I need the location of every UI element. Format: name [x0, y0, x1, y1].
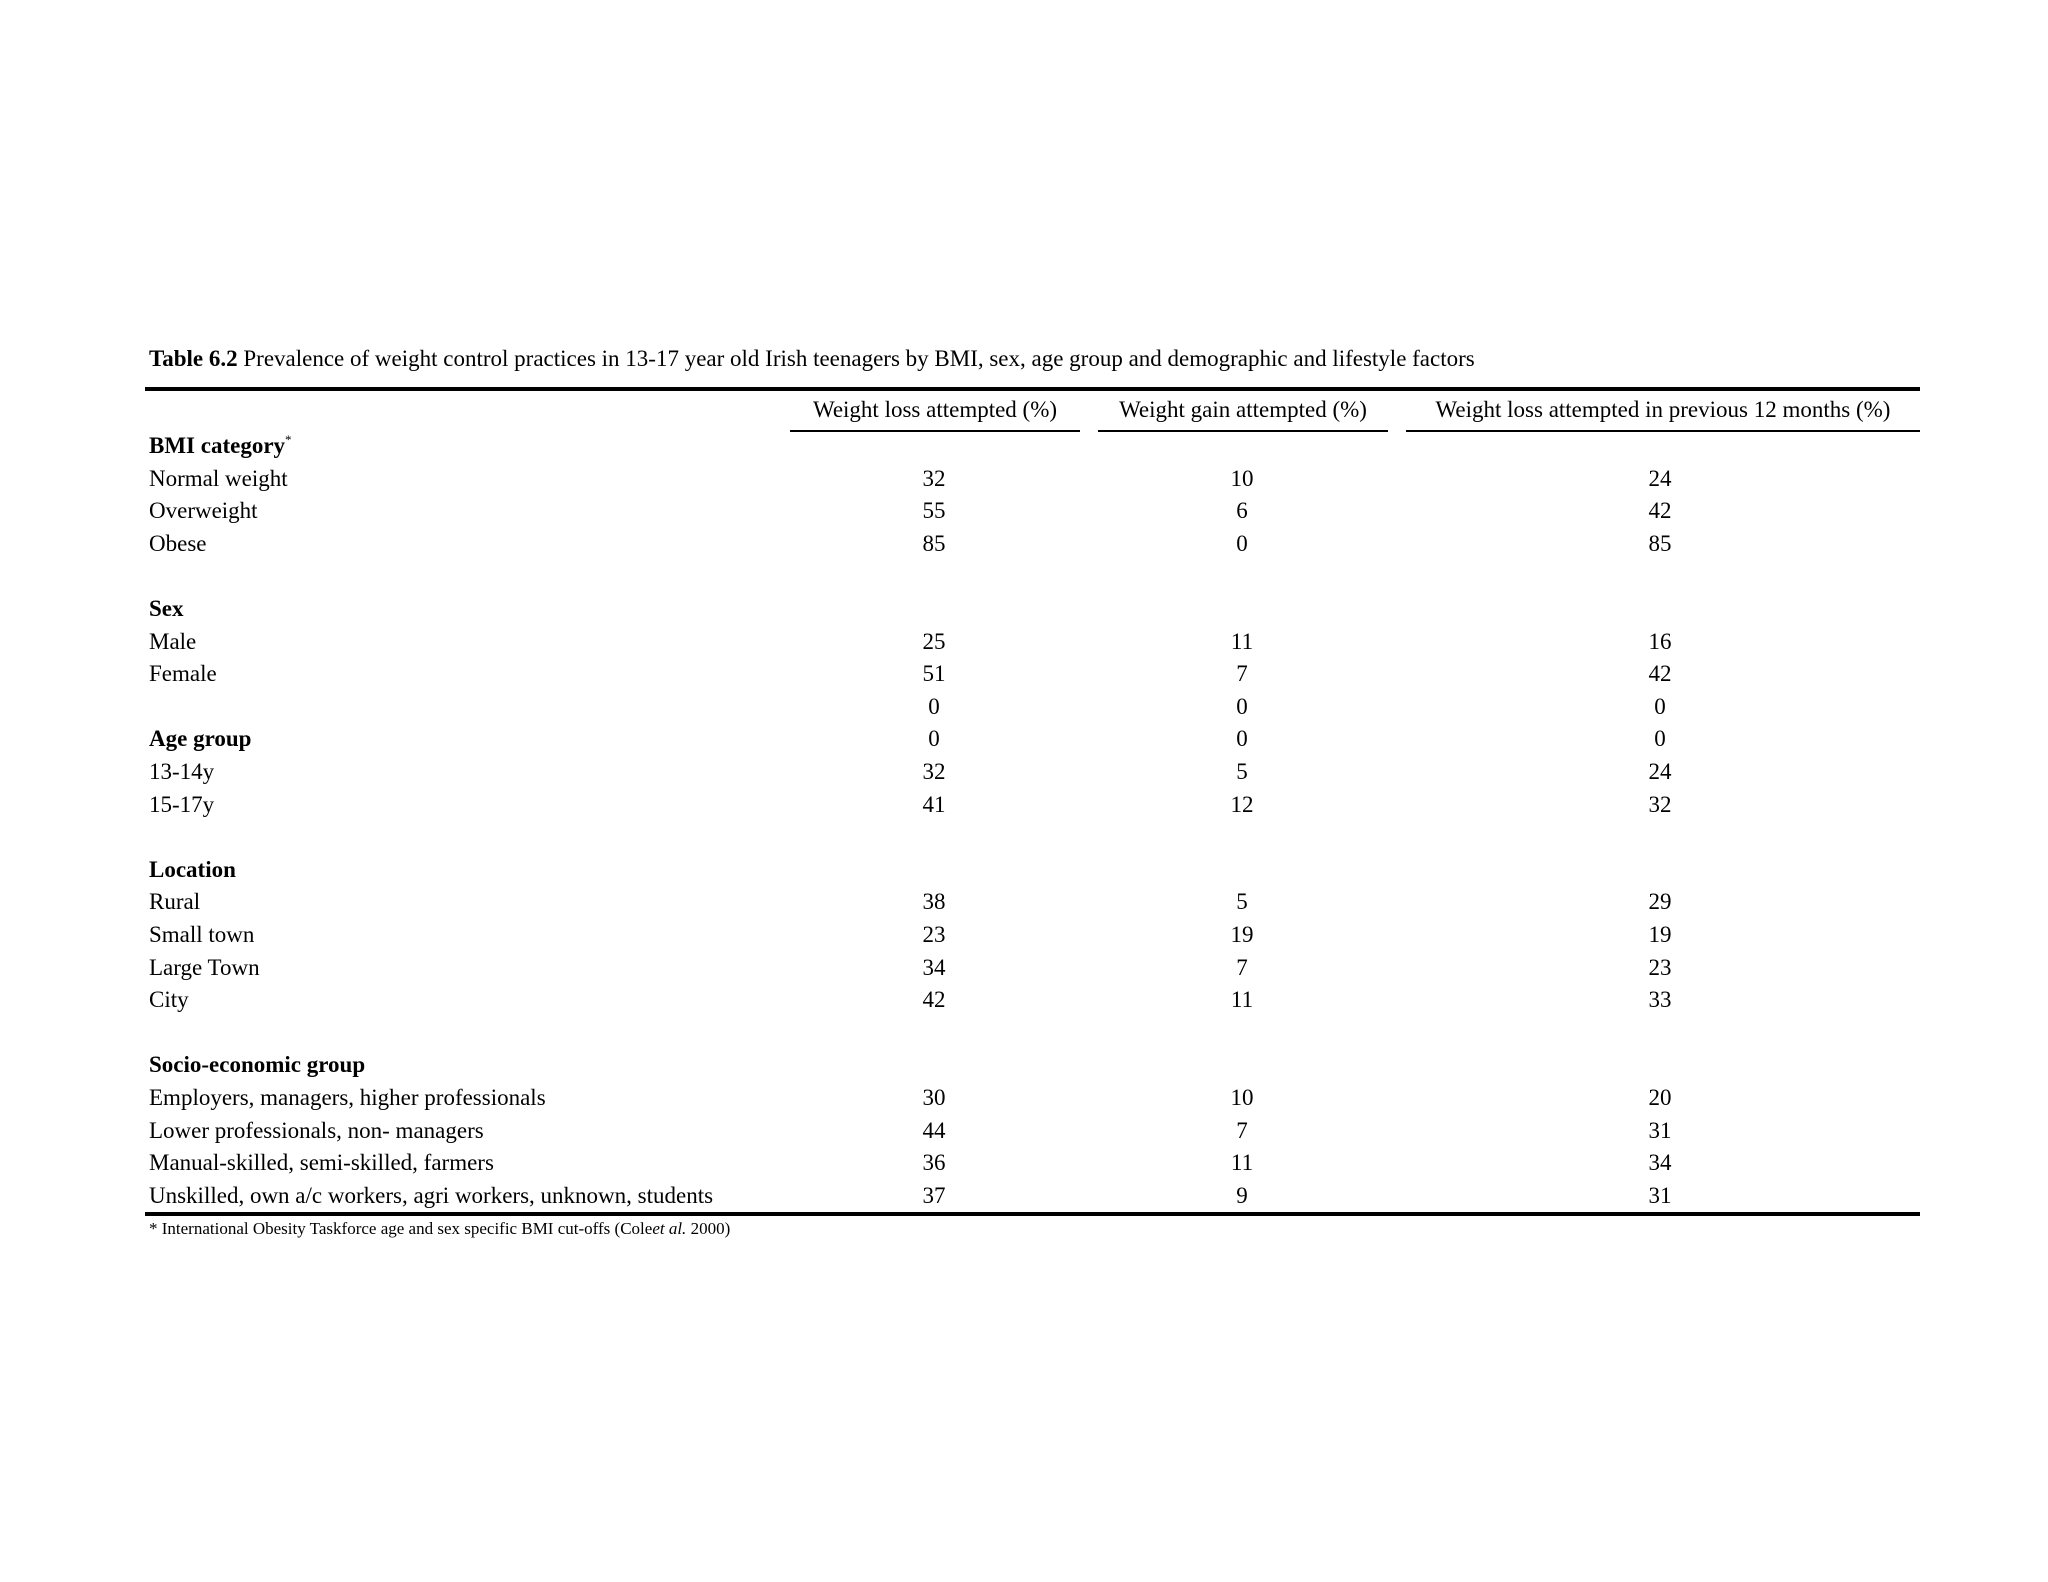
table-cell: 32 — [1648, 791, 1672, 817]
table-row — [149, 984, 1919, 1016]
table-cell: 38 — [922, 889, 946, 915]
table-cell: 11 — [1230, 628, 1254, 654]
table-cell: 7 — [1236, 954, 1248, 980]
table-cell: 0 — [1236, 726, 1248, 752]
table-row — [149, 560, 1919, 592]
row-label-text: Location — [149, 856, 236, 882]
table-row — [149, 919, 1919, 951]
row-label — [149, 463, 288, 495]
column-header-weight-gain: Weight gain attempted (%) — [1098, 396, 1388, 432]
table-cell: 34 — [922, 954, 946, 980]
table-cell: 36 — [922, 1150, 946, 1176]
table-cell: 20 — [1648, 1085, 1672, 1110]
table-row — [149, 626, 1919, 658]
row-label-text: Employers, managers, higher professionals — [149, 1085, 546, 1110]
row-label-text: Socio-economic group — [149, 1052, 366, 1078]
row-label-text: 13-14y — [149, 759, 215, 784]
row-label-text: City — [149, 987, 189, 1013]
row-label — [149, 1115, 484, 1147]
row-label-text: Manual-skilled, semi-skilled, farmers — [149, 1150, 494, 1176]
row-label-text: Obese — [149, 530, 207, 556]
footnote-marker: * — [285, 432, 292, 447]
row-label-text: Female — [149, 661, 217, 687]
row-label-text: Overweight — [149, 498, 258, 524]
table-cell: 19 — [1648, 922, 1672, 947]
table-cell: 16 — [1648, 628, 1672, 654]
table-cell: 11 — [1230, 987, 1254, 1013]
row-label-text: Lower professionals, non- managers — [149, 1117, 484, 1143]
row-label — [149, 1180, 713, 1212]
column-header-weight-loss: Weight loss attempted (%) — [790, 396, 1080, 432]
table-row — [149, 593, 1919, 625]
table-cell: 10 — [1230, 465, 1254, 491]
row-group-heading — [149, 1049, 365, 1081]
row-group-heading — [149, 430, 292, 462]
row-label-text: Sex — [149, 596, 184, 621]
table-row — [149, 658, 1919, 690]
table-row — [149, 1049, 1919, 1081]
table-cell: 42 — [922, 987, 946, 1013]
table-cell: 42 — [1648, 661, 1672, 687]
table-cell: 44 — [922, 1117, 946, 1143]
table-row — [149, 821, 1919, 853]
table-cell: 5 — [1236, 889, 1248, 915]
footnote-text: * International Obesity Taskforce age and sex specific BMI cut-offs (Cole — [149, 1219, 653, 1238]
row-label-text: BMI category — [149, 433, 286, 458]
table-cell: 32 — [922, 465, 946, 491]
table-cell: 19 — [1230, 922, 1254, 947]
table-cell: 85 — [922, 530, 946, 556]
table-caption — [149, 346, 1475, 372]
row-label — [149, 1147, 494, 1179]
table-bottom-rule — [145, 1212, 1920, 1216]
row-label-text: Age group — [149, 726, 252, 752]
row-label — [149, 886, 200, 918]
table-number: Table 6.2 — [149, 346, 238, 371]
table-cell: 0 — [928, 726, 940, 752]
table-cell: 34 — [1648, 1150, 1672, 1176]
table-cell: 55 — [922, 498, 946, 524]
table-row — [149, 528, 1919, 560]
table-cell: 31 — [1648, 1182, 1672, 1208]
row-label — [149, 984, 189, 1016]
row-label — [149, 1082, 546, 1114]
table-title: Prevalence of weight control practices in 13-17 year old Irish teenagers by BMI, sex, age group and demographic and lifestyle factors — [243, 346, 1475, 371]
table-cell: 24 — [1648, 759, 1672, 784]
table-cell: 5 — [1236, 759, 1248, 784]
row-label-text: Unskilled, own a/c workers, agri workers, unknown, students — [149, 1182, 714, 1208]
row-label-text: 15-17y — [149, 791, 215, 817]
row-label — [149, 952, 260, 984]
table-cell: 31 — [1648, 1117, 1672, 1143]
row-label — [149, 658, 217, 690]
row-label — [149, 919, 254, 951]
table-cell: 85 — [1648, 530, 1672, 556]
table-row — [149, 756, 1919, 788]
table-row — [149, 789, 1919, 821]
table-cell: 33 — [1648, 987, 1672, 1013]
table-cell: 37 — [922, 1182, 946, 1208]
row-label — [149, 626, 196, 658]
row-label — [149, 756, 214, 788]
table-cell: 0 — [1654, 726, 1666, 752]
row-label — [149, 528, 206, 560]
row-group-heading — [149, 723, 251, 755]
column-header-weight-loss-12-months: Weight loss attempted in previous 12 months (%) — [1406, 396, 1920, 432]
table-cell: 25 — [922, 628, 946, 654]
table-cell: 7 — [1236, 1117, 1248, 1143]
table-row — [149, 430, 1919, 462]
table-cell: 11 — [1230, 1150, 1254, 1176]
table-top-rule — [145, 387, 1920, 391]
row-label-text: Rural — [149, 889, 201, 915]
table-cell: 0 — [1236, 530, 1248, 556]
table-row — [149, 886, 1919, 918]
table-cell: 23 — [1648, 954, 1672, 980]
row-label — [149, 789, 214, 821]
table-cell: 24 — [1648, 465, 1672, 491]
table-row — [149, 463, 1919, 495]
table-cell: 10 — [1230, 1085, 1254, 1110]
table-cell: 32 — [922, 759, 946, 784]
row-group-heading — [149, 854, 236, 886]
table-row — [149, 1180, 1919, 1212]
table-cell: 42 — [1648, 498, 1672, 524]
table-footnote — [149, 1219, 730, 1239]
table-cell: 0 — [1654, 693, 1666, 719]
row-label-text: Normal weight — [149, 465, 288, 491]
table-row — [149, 691, 1919, 723]
footnote-year: 2000) — [686, 1219, 731, 1238]
table-cell: 12 — [1230, 791, 1254, 817]
table-cell: 0 — [1236, 693, 1248, 719]
row-label-text: Male — [149, 628, 197, 654]
table-row — [149, 1082, 1919, 1114]
table-cell: 0 — [928, 693, 940, 719]
row-group-heading — [149, 593, 184, 625]
footnote-italic: et al. — [652, 1219, 687, 1238]
table-cell: 29 — [1648, 889, 1672, 915]
table-cell: 41 — [922, 791, 946, 817]
table-row — [149, 495, 1919, 527]
row-label-text: Large Town — [149, 954, 260, 980]
table-row — [149, 723, 1919, 755]
row-label — [149, 495, 258, 527]
table-row — [149, 1115, 1919, 1147]
table-cell: 7 — [1236, 661, 1248, 687]
table-cell: 30 — [922, 1085, 946, 1110]
table-cell: 9 — [1236, 1182, 1248, 1208]
table-cell: 23 — [922, 922, 946, 947]
table-row — [149, 1017, 1919, 1049]
table-row — [149, 1147, 1919, 1179]
table-cell: 6 — [1236, 498, 1248, 524]
table-row — [149, 854, 1919, 886]
row-label-text: Small town — [149, 922, 255, 947]
table-cell: 51 — [922, 661, 946, 687]
table-row — [149, 952, 1919, 984]
